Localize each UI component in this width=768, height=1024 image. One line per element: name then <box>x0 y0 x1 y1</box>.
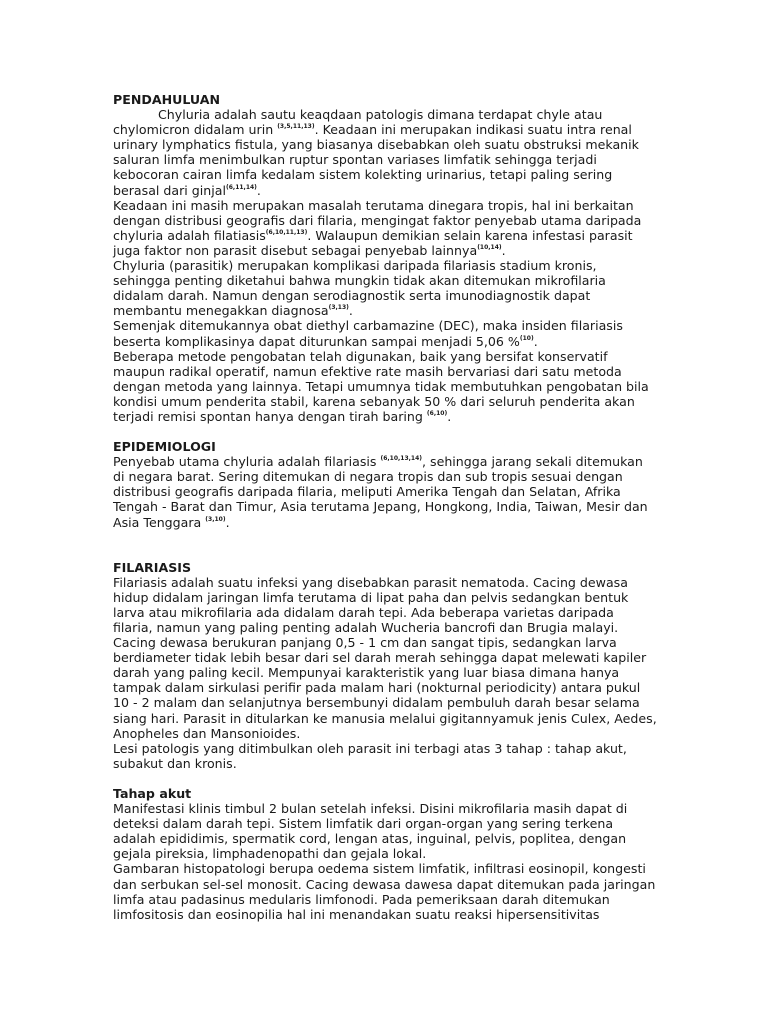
text-line: Beberapa metode pengobatan telah digunakan, baik yang bersifat konservatif <box>113 348 608 364</box>
heading-tahap-akut: Tahap akut <box>113 785 192 801</box>
text-line: deteksi dalam darah tepi. Sistem limfatik dari organ-organ yang sering terkena <box>113 816 614 832</box>
heading-pendahuluan: PENDAHULUAN <box>113 92 221 107</box>
text-segment: Asia Tenggara <box>113 514 206 530</box>
text-segment: . Keadaan ini merupakan indikasi suatu intra renal <box>314 122 632 138</box>
text-line: 10 - 2 malam dan selanjutnya bersembunyi didalam pembuluh darah besar selama <box>113 695 640 711</box>
text-line: darah yang paling kecil. Mempunyai karakteristik yang luar biasa dimana hanya <box>113 665 620 681</box>
text-line: distribusi geografis daripada filaria, meliputi Amerika Tengah dan Selatan, Afrika <box>113 484 621 500</box>
text-line: Chyluria (parasitik) merupakan komplikasi daripada filariasis stadium kronis, <box>113 258 597 274</box>
text-line: Gambaran histopatologi berupa oedema sistem limfatik, infiltrasi eosinopil, kongesti <box>113 861 646 877</box>
text-line: urinary lymphatics fistula, yang biasanya disebabkan oleh suatu obstruksi mekanik <box>113 137 639 153</box>
text-segment: . Walaupun demikian selain karena infestasi parasit <box>307 227 633 243</box>
text-line: adalah epididimis, spermatik cord, lengan atas, inguinal, pelvis, poplitea, dengan <box>113 831 627 847</box>
section-filariasis <box>113 560 728 771</box>
text-line: tampak dalam sirkulasi perifir pada malam hari (nokturnal periodicity) antara pukul <box>113 680 641 696</box>
text-line: Manifestasi klinis timbul 2 bulan setelah infeksi. Disini mikrofilaria masih dapat di <box>113 801 628 817</box>
text-line <box>113 183 728 198</box>
text-segment: terjadi remisi spontan hanya dengan tirah baring <box>113 408 427 424</box>
text-line: hidup didalam jaringan limfa terutama di lipat paha dan pelvis sedangkan bentuk <box>113 589 629 605</box>
text-line <box>113 243 728 258</box>
text-line: di negara barat. Sering ditemukan di negara tropis dan sub tropis sesuai dengan <box>113 469 623 485</box>
section-pendahuluan <box>113 92 728 424</box>
citation: (6,10,13,14) <box>380 455 422 463</box>
text-line <box>113 303 728 318</box>
spacer <box>113 424 728 439</box>
citation: (6,10) <box>426 409 448 417</box>
text-line: Filariasis adalah suatu infeksi yang disebabkan parasit nematoda. Cacing dewasa <box>113 574 628 590</box>
text-line <box>113 334 728 349</box>
text-segment: berasal dari ginjal <box>113 182 226 198</box>
text-segment: Penyebab utama chyluria adalah filariasis <box>113 454 381 470</box>
text-line: kondisi umum penderita stabil, karena sebanyak 50 % dari seluruh penderita akan <box>113 393 635 409</box>
text-line: maupun radikal operatif, namun efektive rate masih bervariasi dari satu metoda <box>113 363 622 379</box>
text-segment: juga faktor non parasit disebut sebagai penyebab lainnya <box>113 242 478 258</box>
text-line <box>113 454 728 469</box>
text-line: Keadaan ini masih merupakan masalah terutama dinegara tropis, hal ini berkaitan <box>113 197 634 213</box>
text-line <box>113 409 728 424</box>
text-line: dan serbukan sel-sel monosit. Cacing dewasa dawesa dapat ditemukan pada jaringan <box>113 876 656 892</box>
text-line: Semenjak ditemukannya obat diethyl carbamazine (DEC), maka insiden filariasis <box>113 318 623 334</box>
heading-filariasis: FILARIASIS <box>113 559 192 575</box>
text-line <box>113 228 728 243</box>
text-segment: chyluria adalah filatiasis <box>113 227 266 243</box>
text-line: siang hari. Parasit in ditularkan ke manusia melalui gigitannyamuk jenis Culex, Aedes, <box>113 710 657 726</box>
text-line: Cacing dewasa berukuran panjang 0,5 - 1 cm dan sangat tipis, sedangkan larva <box>113 635 617 651</box>
text-segment: . <box>447 408 452 424</box>
text-line: Chyluria adalah sautu keaqdaan patologis dimana terdapat chyle atau <box>158 107 603 123</box>
citation: (3,5,11,13) <box>277 123 315 131</box>
text-line: berdiameter tidak lebih besar dari sel darah merah sehingga dapat melewati kapiler <box>113 650 647 666</box>
text-line: limfositosis dan eosinopilia hal ini menandakan suatu reaksi hipersensitivitas <box>113 906 600 922</box>
text-line: Lesi patologis yang ditimbulkan oleh parasit ini terbagi atas 3 tahap : tahap akut, <box>113 740 627 756</box>
text-line: filaria, namun yang paling penting adalah Wucheria bancrofi dan Brugia malayi. <box>113 620 619 635</box>
text-line: Tengah - Barat dan Timur, Asia terutama Jepang, Hongkong, India, Taiwan, Mesir dan <box>113 499 648 515</box>
citation: (6,10,11,13) <box>265 228 308 236</box>
section-tahap-akut <box>113 786 728 922</box>
text-segment: . <box>225 514 230 530</box>
text-segment: chylomicron didalam urin <box>113 122 278 138</box>
heading-epidemiologi: EPIDEMIOLOGI <box>113 439 216 455</box>
text-segment: , sehingga jarang sekali ditemukan <box>422 454 643 470</box>
citation: (3,10) <box>205 515 226 523</box>
text-line <box>113 122 728 137</box>
citation: (6,11,14) <box>226 183 257 191</box>
text-line: dengan distribusi geografis dari filaria, mengingat faktor penyebab utama daripada <box>113 212 642 228</box>
text-segment: membantu menegakkan diagnosa <box>113 303 329 319</box>
text-line: gejala pireksia, limphadenopathi dan gejala lokal. <box>113 846 427 862</box>
text-line: larva atau mikrofilaria ada didalam darah tepi. Ada beberapa varietas daripada <box>113 604 614 620</box>
section-epidemiologi <box>113 439 728 530</box>
citation: (10) <box>519 334 534 342</box>
text-segment: . <box>501 242 506 258</box>
text-line: Anopheles dan Mansonioides. <box>113 725 301 741</box>
text-line <box>113 515 728 530</box>
text-line: kebocoran cairan limfa kedalam sistem kolekting urinarius, tetapi paling sering <box>113 167 613 183</box>
citation: (10,14) <box>477 243 502 251</box>
text-line: subakut dan kronis. <box>113 755 237 771</box>
text-line: saluran limfa menimbulkan ruptur spontan variases limfatik sehingga terjadi <box>113 152 597 168</box>
text-line: limfa atau padasinus medularis limfonodi. Pada pemeriksaan darah ditemukan <box>113 891 610 907</box>
text-segment: . <box>533 333 538 349</box>
text-line: dengan metoda yang lainnya. Tetapi umumnya tidak membutuhkan pengobatan bila <box>113 378 649 394</box>
text-segment: . <box>256 182 261 198</box>
spacer <box>113 530 728 560</box>
text-segment: beserta komplikasinya dapat diturunkan sampai menjadi 5,06 % <box>113 333 520 349</box>
spacer <box>113 771 728 786</box>
text-line: sehingga penting diketahui bahwa mungkin tidak akan ditemukan mikrofilaria <box>113 273 606 289</box>
text-segment: . <box>348 303 353 319</box>
text-line: didalam darah. Namun dengan serodiagnostik serta imunodiagnostik dapat <box>113 288 591 304</box>
citation: (3,13) <box>328 304 349 312</box>
